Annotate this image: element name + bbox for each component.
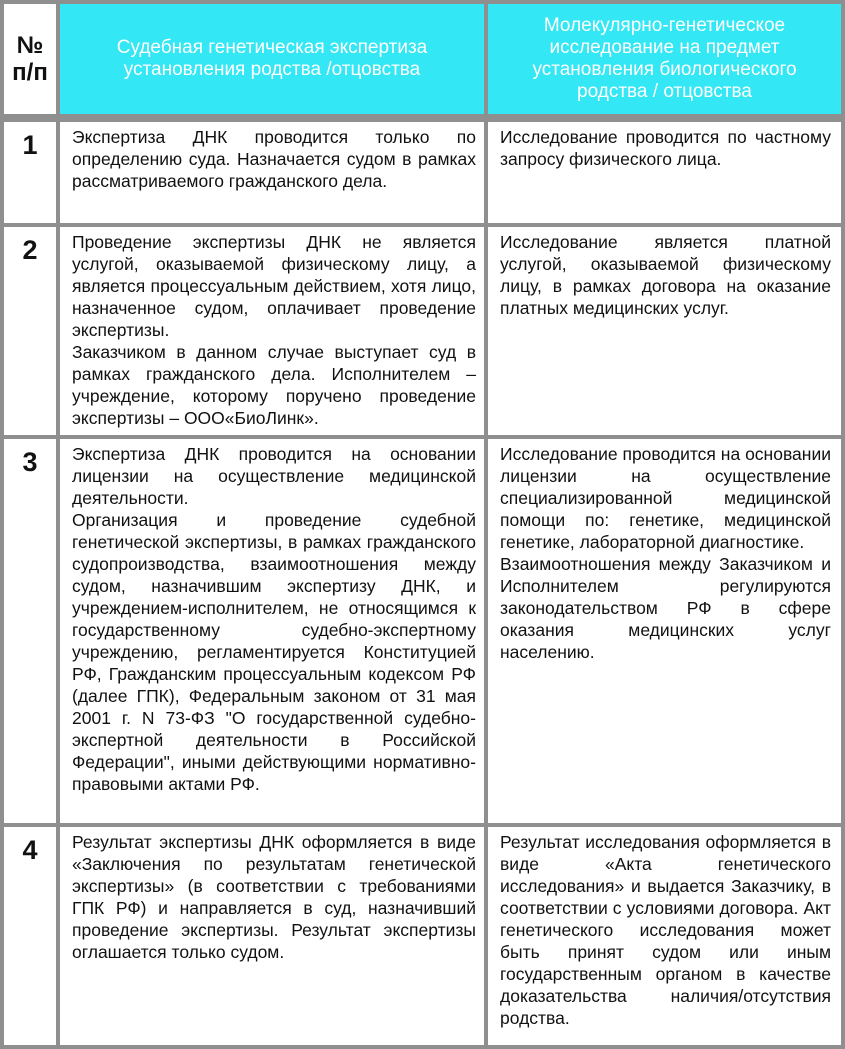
court-expertise-column-header [60, 4, 484, 114]
molecular-research-cell [488, 122, 841, 223]
molecular-research-text: Исследование является платной услугой, оказываемой физическому лицу, в рамках договора на оказание платных медицинских услуг. [500, 232, 831, 318]
header-row [4, 4, 841, 114]
molecular-research-text: Результат исследования оформляется в виде «Акта генетического исследования» и выдается Заказчику, в соответствии с условиями договора. Акт генетического исследования может быть принят судом или иным государственным органом в качестве доказательства наличия/отсутствия родства. [500, 832, 831, 1028]
table-row [4, 439, 841, 823]
table-row [4, 122, 841, 223]
court-expertise-cell [60, 227, 484, 435]
number-column-label: № п/п [12, 32, 48, 86]
molecular-research-column-title: Молекулярно-генетическое исследование на предмет установления биологического родства / отцовства [532, 15, 797, 102]
molecular-research-cell [488, 227, 841, 435]
court-expertise-column-title: Судебная генетическая экспертиза установления родства /отцовства [116, 37, 428, 80]
row-number: 1 [4, 122, 56, 223]
number-column-header [4, 4, 56, 114]
court-expertise-text: Экспертиза ДНК проводится на основании лицензии на осуществление медицинской деятельности. Организация и проведение судебной генетической экспертизы, в рамках гражданского судопроизводства, взаимоотношения между судом, назначившим экспертизу ДНК, и учреждением-исполнителем, не относящимся к государственному судебно-экспертному учреждению, регламентируется Конституцией РФ, Гражданским процессуальным кодексом РФ (далее ГПК), Федеральным законом от 31 мая 2001 г. N 73-ФЗ "О государственной судебно-экспертной деятельности в Российской Федерации", иными действующими нормативно-правовыми актами РФ. [72, 444, 476, 794]
molecular-research-cell [488, 827, 841, 1045]
table-row [4, 227, 841, 435]
table-row [4, 827, 841, 1045]
molecular-research-text: Исследование проводится по частному запросу физического лица. [500, 127, 831, 169]
molecular-research-cell [488, 439, 841, 823]
row-number: 2 [4, 227, 56, 435]
molecular-research-column-header [488, 4, 841, 114]
court-expertise-text: Экспертиза ДНК проводится только по определению суда. Назначается судом в рамках рассматриваемого гражданского дела. [72, 127, 476, 191]
court-expertise-text: Результат экспертизы ДНК оформляется в виде «Заключения по результатам генетической экспертизы» (в соответствии с требованиями ГПК РФ) и направляется в суд, назначивший проведение экспертизы. Результат экспертизы оглашается только судом. [72, 832, 476, 962]
court-expertise-text: Проведение экспертизы ДНК не является услугой, оказываемой физическому лицу, а является процессуальным действием, хотя лицо, назначенное судом, оплачивает проведение экспертизы. Заказчиком в данном случае выступает суд в рамках гражданского дела. Исполнителем – учреждение, которому поручено проведение экспертизы – ООО«БиоЛинк». [72, 232, 476, 428]
molecular-research-text: Исследование проводится на основании лицензии на осуществление специализированной медицинской помощи по: генетике, медицинской генетике, лабораторной диагностике. Взаимоотношения между Заказчиком и Исполнителем регулируются законодательством РФ в сфере оказания медицинских услуг населению. [500, 444, 831, 662]
comparison-table [4, 4, 841, 1028]
row-number: 4 [4, 827, 56, 1045]
row-number: 3 [4, 439, 56, 823]
court-expertise-cell [60, 122, 484, 223]
court-expertise-cell [60, 439, 484, 823]
court-expertise-cell [60, 827, 484, 1045]
